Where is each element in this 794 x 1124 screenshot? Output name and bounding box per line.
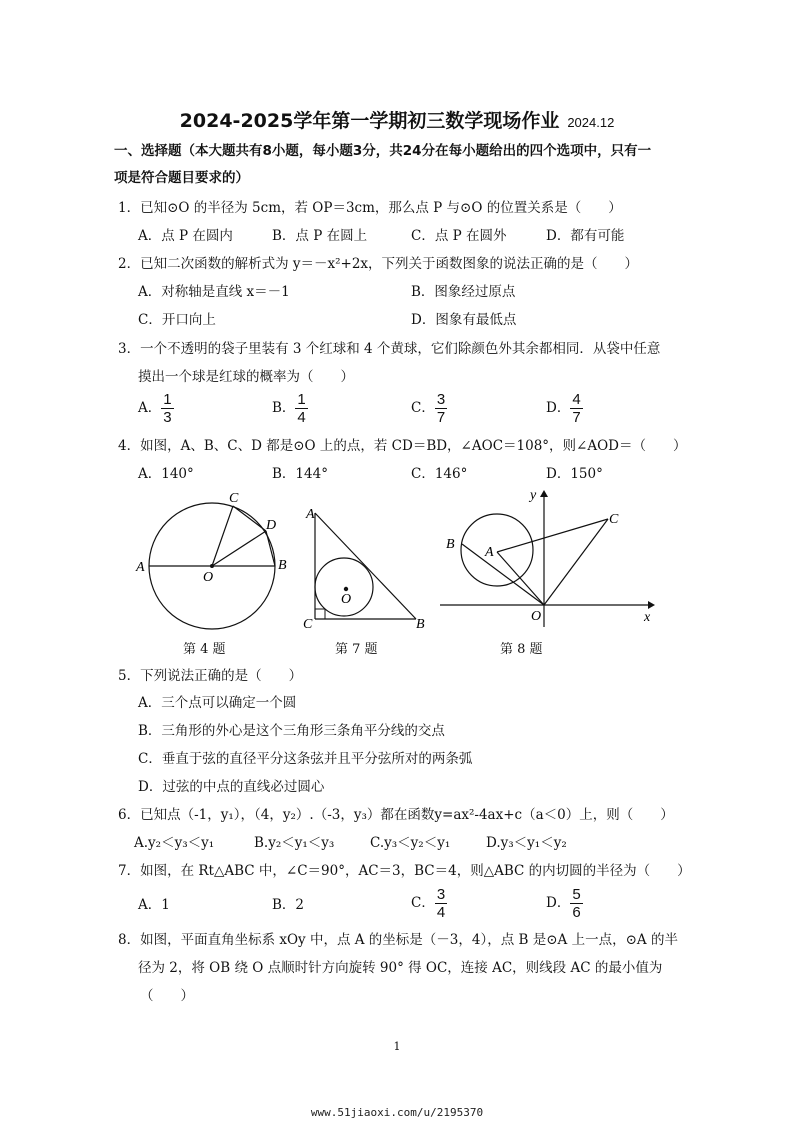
q3-option-c <box>411 391 447 426</box>
fig7-center-dot <box>344 587 348 591</box>
q5-option-c: C．垂直于弦的直径平分这条弦并且平分弦所对的两条弧 <box>138 751 473 767</box>
q7-option-a: A．1 <box>138 897 170 913</box>
figure-7 <box>303 507 425 632</box>
q1-option-d: D．都有可能 <box>546 228 625 244</box>
fraction-denominator: 4 <box>297 409 306 426</box>
q6-option-c: C.y₃＜y₂＜y₁ <box>370 835 451 851</box>
fig8-label-y: y <box>530 488 537 503</box>
fraction-denominator: 3 <box>163 409 172 426</box>
fraction-denominator: 7 <box>572 409 581 426</box>
fig8-label-o: O <box>531 609 542 624</box>
q7-option-c-label: C． <box>411 895 435 911</box>
q3-option-d <box>546 391 583 426</box>
q5-option-a: A．三个点可以确定一个圆 <box>138 695 297 711</box>
q5-option-b: B．三角形的外心是这个三角形三条角平分线的交点 <box>138 723 445 739</box>
fraction-denominator: 7 <box>436 409 446 426</box>
fig4-label-c: C <box>229 491 239 506</box>
q7-stem: 7．如图，在 Rt△ABC 中，∠C＝90°，AC＝3，BC＝4，则△ABC 的内切圆的半径为（ ） <box>118 863 691 879</box>
fraction-denominator: 4 <box>436 904 446 921</box>
fig4-chord-cd <box>233 506 266 531</box>
q4-option-d: D．150° <box>546 466 603 482</box>
fig7-incircle <box>315 558 373 616</box>
fig8-segment-ao <box>497 552 544 605</box>
fig8-label-x: x <box>644 610 651 625</box>
q3-option-a-fraction <box>161 391 173 426</box>
q1-option-b: B．点 P 在圆上 <box>272 228 368 244</box>
q7-option-c-fraction <box>435 886 447 921</box>
fraction-numerator: 4 <box>572 391 581 408</box>
fraction-numerator: 5 <box>572 886 581 903</box>
fig4-center-dot <box>210 564 214 568</box>
q3-option-a <box>138 391 174 426</box>
fig8-segment-oc <box>544 519 608 605</box>
q4-option-b: B．144° <box>272 466 328 482</box>
fig4-radius-od <box>212 531 266 566</box>
footer-url[interactable]: www.51jiaoxi.com/u/2195370 <box>310 1106 484 1119</box>
q6-option-d: D.y₃＜y₁＜y₂ <box>486 835 567 851</box>
q1-stem: 1．已知⊙O 的半径为 5cm，若 OP＝3cm，那么点 P 与⊙O 的位置关系是（ ） <box>118 200 622 216</box>
q2-option-d: D．图象有最低点 <box>411 312 517 328</box>
q3-stem-line1: 3．一个不透明的袋子里装有 3 个红球和 4 个黄球，它们除颜色外其余都相同．从袋中任意 <box>118 341 661 357</box>
section-heading-line2: 项是符合题目要求的） <box>114 170 249 186</box>
q3-option-b <box>272 391 308 426</box>
page-number: 1 <box>393 1040 401 1053</box>
q3-stem-line2: 摸出一个球是红球的概率为（ ） <box>138 369 354 385</box>
fraction-numerator: 1 <box>297 391 306 408</box>
page-title <box>0 106 794 133</box>
fig4-label-b: B <box>278 558 287 573</box>
title-date: 2024.12 <box>567 115 615 130</box>
q4-option-c: C．146° <box>411 466 468 482</box>
fig7-label-o: O <box>341 592 352 607</box>
q2-stem: 2．已知二次函数的解析式为 y＝－x²+2x，下列关于函数图象的说法正确的是（ ） <box>118 256 639 272</box>
fig4-chord-db <box>266 531 275 566</box>
q4-stem: 4．如图，A、B、C、D 都是⊙O 上的点，若 CD＝BD，∠AOC＝108°，则∠AOD＝（ ） <box>118 438 687 454</box>
q7-option-d <box>546 886 583 921</box>
fig4-caption: 第 4 题 <box>183 642 226 657</box>
q3-option-c-label: C． <box>411 400 435 416</box>
fig8-caption: 第 8 题 <box>500 642 543 657</box>
fig7-label-a: A <box>306 507 315 522</box>
q4-option-a: A．140° <box>138 466 194 482</box>
fig7-label-b: B <box>416 617 425 632</box>
q3-option-c-fraction <box>435 391 447 426</box>
q7-option-c <box>411 886 447 921</box>
q3-option-d-label: D． <box>546 400 571 416</box>
title-text: 2024-2025学年第一学期初三数学现场作业 <box>179 110 560 132</box>
q3-option-b-label: B． <box>272 400 296 416</box>
figure-4 <box>135 491 287 629</box>
fig4-label-o: O <box>203 570 214 585</box>
figures-area <box>130 485 670 635</box>
fig4-label-d: D <box>266 518 277 533</box>
fig4-radius-oc <box>212 506 233 566</box>
q7-option-b: B．2 <box>272 897 305 913</box>
q6-option-a: A.y₂＜y₃＜y₁ <box>134 835 215 851</box>
fig8-label-a: A <box>485 545 494 560</box>
q2-option-c: C．开口向上 <box>138 312 216 328</box>
q3-option-b-fraction <box>295 391 307 426</box>
q1-option-a: A．点 P 在圆内 <box>138 228 233 244</box>
fig8-segment-ac <box>497 519 608 552</box>
fig8-label-c: C <box>609 512 619 527</box>
q2-option-b: B．图象经过原点 <box>411 284 516 300</box>
q3-option-d-fraction <box>570 391 582 426</box>
fraction-numerator: 3 <box>436 391 446 408</box>
q1-option-c: C．点 P 在圆外 <box>411 228 507 244</box>
q6-stem: 6．已知点（-1，y₁），（4，y₂）.（-3，y₃）都在函数y=ax²-4ax+c（a＜0）上，则（ ） <box>118 807 674 823</box>
fig8-circle-a <box>461 514 533 586</box>
q8-stem-line3: （ ） <box>140 988 194 1004</box>
q2-option-a: A．对称轴是直线 x＝－1 <box>138 284 290 300</box>
fig7-caption: 第 7 题 <box>335 642 378 657</box>
fraction-numerator: 3 <box>436 886 446 903</box>
q7-option-d-fraction <box>570 886 582 921</box>
q6-option-b: B.y₂＜y₁＜y₃ <box>254 835 335 851</box>
fig4-label-a: A <box>136 560 145 575</box>
fig8-x-arrow <box>648 601 655 609</box>
q5-stem: 5．下列说法正确的是（ ） <box>118 668 303 684</box>
figure-8 <box>440 488 655 627</box>
q7-option-d-label: D． <box>546 895 571 911</box>
fraction-numerator: 1 <box>163 391 172 408</box>
fig8-segment-ob <box>462 544 544 605</box>
fig8-label-b: B <box>446 537 455 552</box>
q5-option-d: D．过弦的中点的直线必过圆心 <box>138 779 325 795</box>
fig8-y-arrow <box>540 490 548 497</box>
section-heading-line1: 一、选择题（本大题共有8小题，每小题3分，共24分在每小题给出的四个选项中，只有一 <box>114 143 652 159</box>
fraction-denominator: 6 <box>572 904 581 921</box>
q3-option-a-label: A． <box>138 400 162 416</box>
fig7-right-angle-mark <box>315 609 325 619</box>
q8-stem-line1: 8．如图，平面直角坐标系 xOy 中，点 A 的坐标是（－3，4），点 B 是⊙A 上一点，⊙A 的半 <box>118 932 678 948</box>
q8-stem-line2: 径为 2，将 OB 绕 O 点顺时针方向旋转 90° 得 OC，连接 AC，则线段 AC 的最小值为 <box>138 960 663 976</box>
fig7-side-ab <box>315 513 416 619</box>
fig7-label-c: C <box>303 617 313 632</box>
